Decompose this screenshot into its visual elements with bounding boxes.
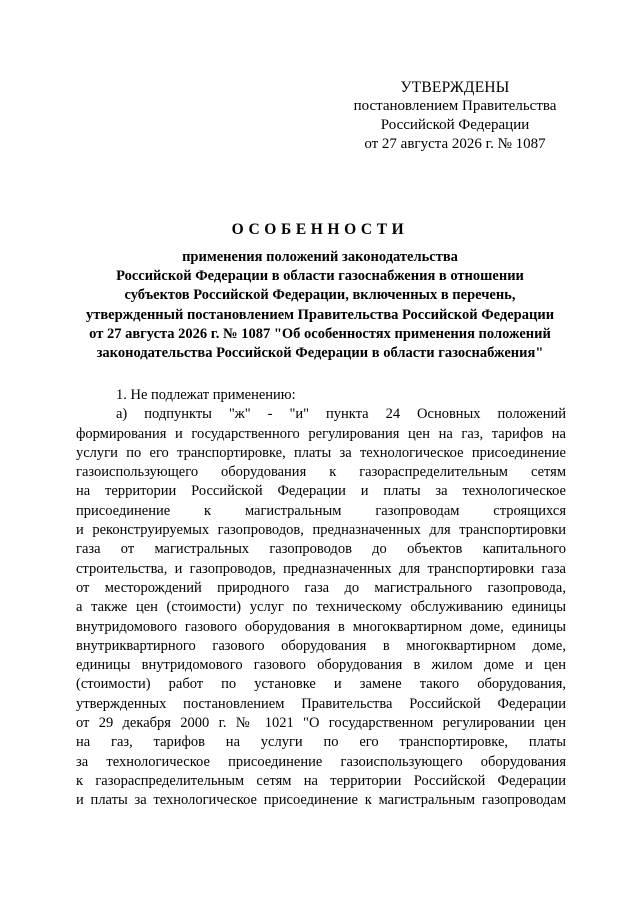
approval-line: Российской Федерации	[380, 117, 530, 133]
subtitle-line: от 27 августа 2026 г. № 1087 "Об особенностях применения положений	[89, 325, 551, 342]
body-line: присоединение к магистральным газопроводам строящихся	[76, 502, 566, 519]
body-line: а также цен (стоимости) услуг по техническому обслуживанию единицы	[76, 599, 566, 616]
approval-line: от 27 августа 2026 г. № 1087	[364, 136, 546, 152]
subtitle-line: законодательства Российской Федерации в области газоснабжения"	[96, 345, 544, 362]
body-line: к газораспределительным сетям на территории Российской Федерации	[76, 772, 566, 789]
document-subtitle	[60, 248, 580, 363]
subtitle-line: субъектов Российской Федерации, включенных в перечень,	[124, 287, 516, 304]
paragraph-item-a	[76, 405, 566, 810]
body-line: и реконструируемых газопроводов, предназначенных для транспортировки	[76, 522, 566, 539]
body-line: строительства, и газопроводов, предназначенных для транспортировки газа	[76, 560, 566, 577]
approval-heading: УТВЕРЖДЕНЫ	[400, 79, 510, 96]
paragraph-item-1: 1. Не подлежат применению:	[116, 387, 296, 403]
body-line: (стоимости) работ по установке и замене такого оборудования,	[76, 676, 566, 693]
body-line: газоиспользующего оборудования к газораспределительным сетям	[76, 464, 566, 481]
approval-block	[345, 78, 565, 154]
body-line: за технологическое присоединение газоиспользующего оборудования	[76, 753, 566, 770]
body-line: газа от магистральных газопроводов до объектов капитального	[76, 541, 566, 558]
subtitle-line: применения положений законодательства	[182, 249, 458, 265]
document-body	[76, 386, 566, 811]
document-title: ОСОБЕННОСТИ	[231, 221, 409, 238]
body-line: а) подпункты "ж" - "и" пункта 24 Основных положений	[116, 406, 566, 423]
body-line: от 29 декабря 2000 г. № 1021 "О государственном регулировании цен	[76, 715, 566, 732]
subtitle-line: утвержденный постановлением Правительства Российской Федерации	[85, 306, 555, 323]
body-line: формирования и государственного регулирования цен на газ, тарифов на	[76, 425, 566, 442]
body-line: на газ, тарифов на услуги по его транспортировке, платы	[76, 734, 566, 751]
body-line: услуги по его транспортировке, платы за технологическое присоединение	[76, 444, 566, 461]
body-line: единицы внутридомового газового оборудования в жилом доме и цен	[76, 657, 566, 674]
body-line: внутридомового газового оборудования в многоквартирном доме, единицы	[76, 618, 566, 635]
body-line: от месторождений природного газа до магистрального газопровода,	[76, 579, 566, 596]
body-line: и платы за технологическое присоединение к магистральным газопроводам	[76, 792, 566, 809]
approval-line: постановлением Правительства	[353, 98, 557, 114]
body-line: утвержденных постановлением Правительства Российской Федерации	[76, 695, 566, 712]
body-line: на территории Российской Федерации и платы за технологическое	[76, 483, 566, 500]
body-line: внутриквартирного газового оборудования в многоквартирном доме,	[76, 637, 566, 654]
subtitle-line: Российской Федерации в области газоснабжения в отношении	[116, 268, 524, 285]
